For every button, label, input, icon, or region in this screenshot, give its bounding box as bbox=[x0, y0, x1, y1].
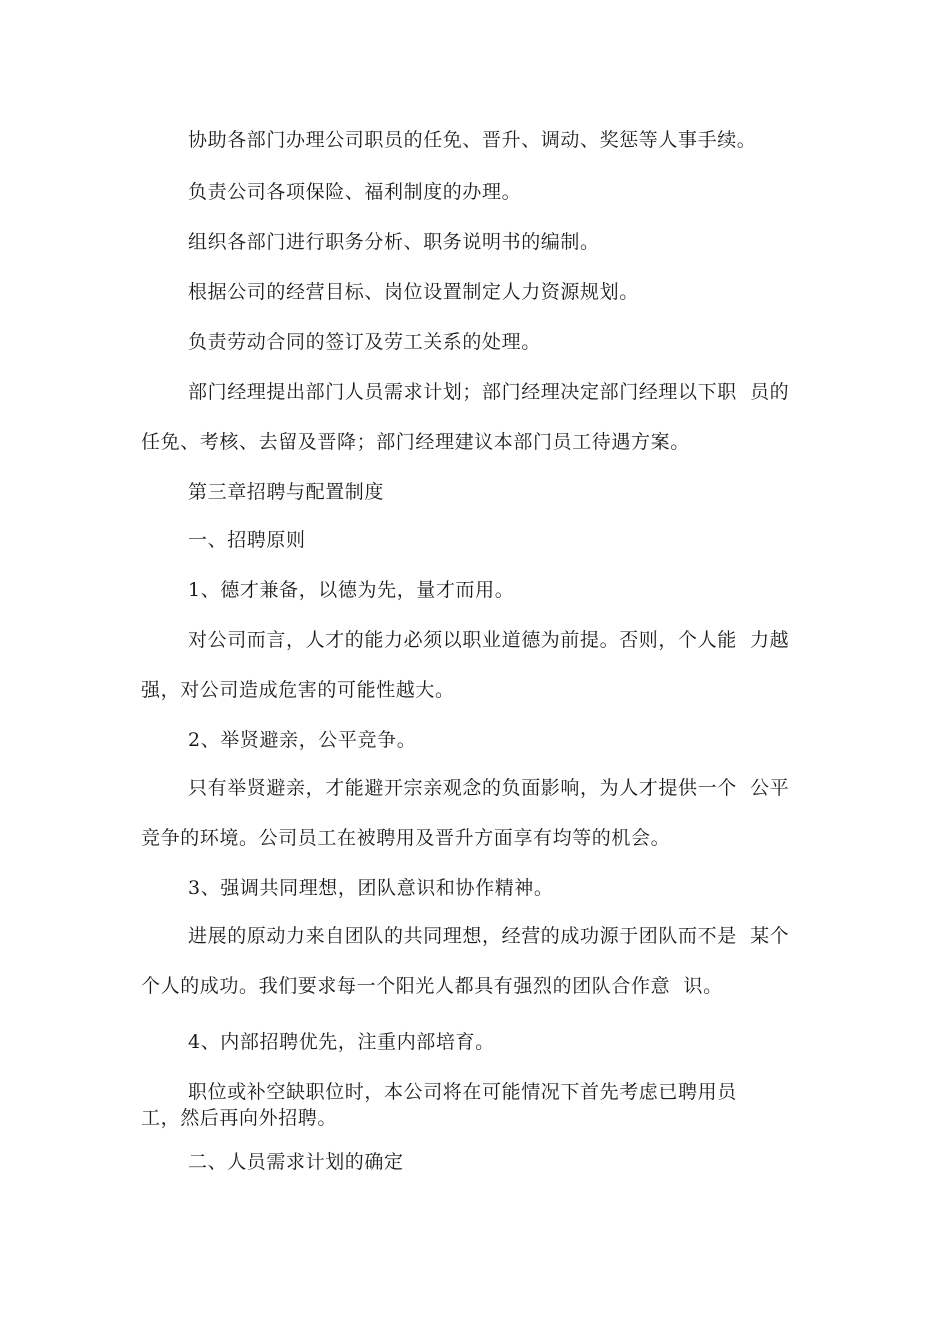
text-line: 任免、考核、去留及晋降；部门经理建议本部门员工待遇方案。 bbox=[141, 431, 690, 453]
principle-item: 1、德才兼备，以德为先，量才而用。 bbox=[188, 579, 515, 601]
text-line: 负责劳动合同的签订及劳工关系的处理。 bbox=[188, 331, 541, 353]
text-line: 部门经理提出部门人员需求计划；部门经理决定部门经理以下职 员的 bbox=[188, 381, 790, 403]
text-line: 对公司而言，人才的能力必须以职业道德为前提。否则，个人能 力越 bbox=[188, 629, 790, 651]
text-line: 只有举贤避亲，才能避开宗亲观念的负面影响，为人才提供一个 公平 bbox=[188, 777, 790, 799]
text-line: 组织各部门进行职务分析、职务说明书的编制。 bbox=[188, 231, 600, 253]
text-line: 职位或补空缺职位时，本公司将在可能情况下首先考虑已聘用员 bbox=[188, 1081, 737, 1103]
text-line: 负责公司各项保险、福利制度的办理。 bbox=[188, 181, 522, 203]
text-line: 竞争的环境。公司员工在被聘用及晋升方面享有均等的机会。 bbox=[141, 827, 671, 849]
section-heading: 二、人员需求计划的确定 bbox=[188, 1151, 404, 1173]
chapter-heading: 第三章招聘与配置制度 bbox=[188, 481, 385, 503]
text-line: 强，对公司造成危害的可能性越大。 bbox=[141, 679, 455, 701]
text-line: 进展的原动力来自团队的共同理想，经营的成功源于团队而不是 某个 bbox=[188, 925, 790, 947]
text-line: 协助各部门办理公司职员的任免、晋升、调动、奖惩等人事手续。 bbox=[188, 129, 757, 151]
principle-item: 2、举贤避亲，公平竞争。 bbox=[188, 729, 417, 751]
section-heading: 一、招聘原则 bbox=[188, 529, 306, 551]
principle-item: 3、强调共同理想，团队意识和协作精神。 bbox=[188, 877, 554, 899]
principle-item: 4、内部招聘优先，注重内部培育。 bbox=[188, 1031, 495, 1053]
text-line: 工，然后再向外招聘。 bbox=[141, 1107, 338, 1129]
text-line: 个人的成功。我们要求每一个阳光人都具有强烈的团队合作意 识。 bbox=[141, 975, 723, 997]
text-line: 根据公司的经营目标、岗位设置制定人力资源规划。 bbox=[188, 281, 639, 303]
